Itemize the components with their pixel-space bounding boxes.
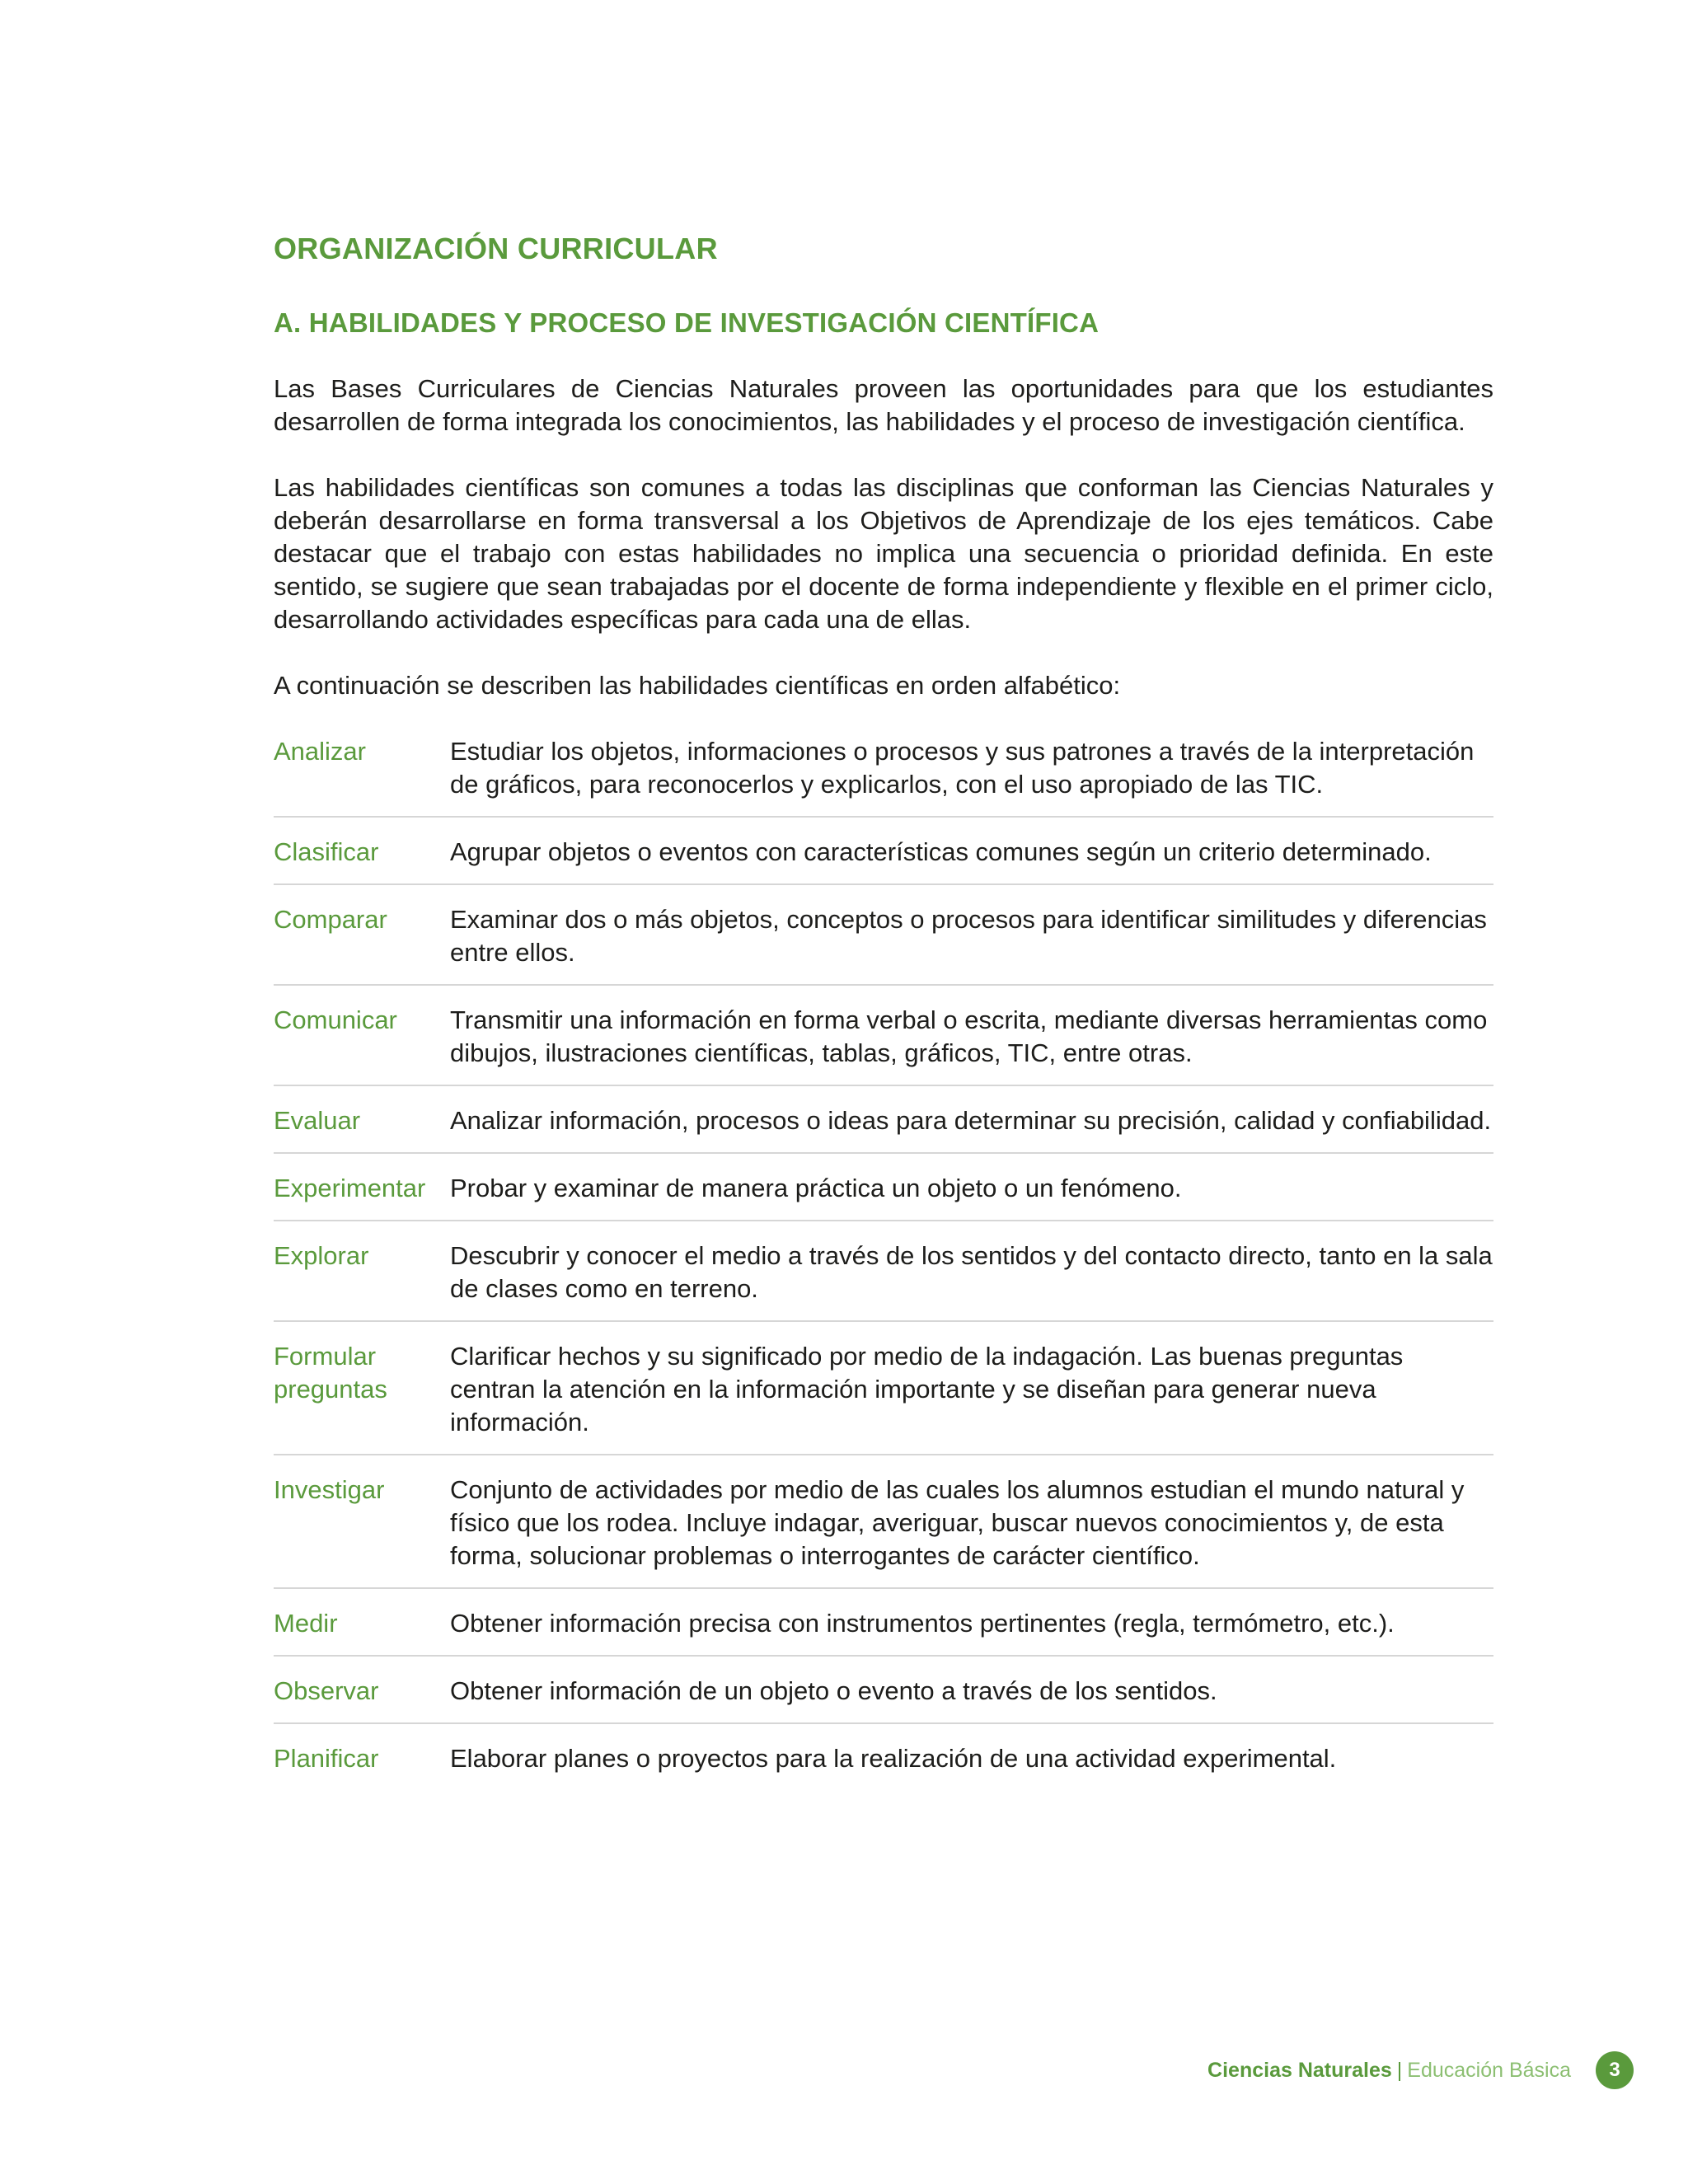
skill-row-observar <box>274 1675 1493 1724</box>
page-footer <box>1207 2050 1634 2090</box>
skill-row-explorar <box>274 1240 1493 1322</box>
skill-definition: Estudiar los objetos, informaciones o procesos y sus patrones a través de la interpretación de gráficos, para reconocerlos y explicarlos, con el uso apropiado de las TIC. <box>450 737 1475 799</box>
skill-term: Comparar <box>274 905 387 934</box>
skill-definition: Elaborar planes o proyectos para la realización de una actividad experimental. <box>450 1744 1337 1773</box>
skill-term: Formular preguntas <box>274 1342 387 1404</box>
skill-term: Investigar <box>274 1475 385 1504</box>
skill-row-investigar <box>274 1474 1493 1589</box>
skill-row-formular-preguntas <box>274 1340 1493 1455</box>
skill-definition: Clarificar hechos y su significado por medio de la indagación. Las buenas preguntas centran la atención en la información importante y se diseñan para generar nueva información. <box>450 1342 1404 1436</box>
subsection-title: A. HABILIDADES Y PROCESO DE INVESTIGACIÓN CIENTÍFICA <box>274 307 1100 338</box>
skill-row-analizar <box>274 735 1493 818</box>
skill-term: Clasificar <box>274 837 379 866</box>
skill-row-comunicar <box>274 1004 1493 1086</box>
section-title: ORGANIZACIÓN CURRICULAR <box>274 232 718 265</box>
skill-definition: Agrupar objetos o eventos con características comunes según un criterio determinado. <box>450 837 1432 866</box>
page-number-badge: 3 <box>1596 2051 1634 2089</box>
skill-definition: Analizar información, procesos o ideas para determinar su precisión, calidad y confiabilidad. <box>450 1106 1492 1135</box>
footer-separator: | <box>1396 2058 1403 2082</box>
skill-definition: Conjunto de actividades por medio de las cuales los alumnos estudian el mundo natural y físico que los rodea. Incluye indagar, averiguar, buscar nuevos conocimientos y, de esta forma, solucionar problemas o interrogantes de carácter científico. <box>450 1475 1465 1570</box>
skill-definition: Obtener información precisa con instrumentos pertinentes (regla, termómetro, etc.). <box>450 1609 1395 1638</box>
skill-term: Evaluar <box>274 1106 361 1135</box>
footer-level: Educación Básica <box>1407 2058 1571 2082</box>
skill-row-planificar <box>274 1742 1493 1790</box>
skill-definition: Probar y examinar de manera práctica un objeto o un fenómeno. <box>450 1174 1182 1202</box>
skill-term: Analizar <box>274 737 366 766</box>
skills-description-paragraph: Las habilidades científicas son comunes a todas las disciplinas que conforman las Ciencias Naturales y deberán desarrollarse en forma transversal a los Objetivos de Aprendizaje de los ejes temáticos. Cabe destacar que el trabajo con estas habilidades no implica una secuencia o prioridad definida. En este sentido, se sugiere que sean trabajadas por el docente de forma independiente y flexible en el primer ciclo, desarrollando actividades específicas para cada una de ellas. <box>274 473 1493 634</box>
skill-row-medir <box>274 1607 1493 1657</box>
skills-table <box>274 735 1493 1790</box>
skill-definition: Transmitir una información en forma verbal o escrita, mediante diversas herramientas como dibujos, ilustraciones científicas, tablas, gráficos, TIC, entre otras. <box>450 1005 1488 1067</box>
skill-row-comparar <box>274 903 1493 986</box>
skill-row-clasificar <box>274 836 1493 885</box>
skill-definition: Descubrir y conocer el medio a través de los sentidos y del contacto directo, tanto en la sala de clases como en terreno. <box>450 1241 1493 1303</box>
skill-term: Experimentar <box>274 1174 426 1202</box>
skill-term: Comunicar <box>274 1005 397 1034</box>
skill-definition: Obtener información de un objeto o evento a través de los sentidos. <box>450 1676 1217 1705</box>
page-content <box>274 232 1493 1808</box>
skill-row-experimentar <box>274 1172 1493 1221</box>
footer-subject: Ciencias Naturales <box>1207 2058 1392 2082</box>
skill-term: Explorar <box>274 1241 369 1270</box>
skill-term: Planificar <box>274 1744 379 1773</box>
intro-paragraph: Las Bases Curriculares de Ciencias Naturales proveen las oportunidades para que los estudiantes desarrollen de forma integrada los conocimientos, las habilidades y el proceso de investigación científica. <box>274 374 1493 436</box>
skills-list-intro: A continuación se describen las habilidades científicas en orden alfabético: <box>274 671 1121 700</box>
skill-definition: Examinar dos o más objetos, conceptos o procesos para identificar similitudes y diferencias entre ellos. <box>450 905 1487 967</box>
skill-row-evaluar <box>274 1104 1493 1154</box>
skill-term: Observar <box>274 1676 379 1705</box>
skill-term: Medir <box>274 1609 338 1638</box>
